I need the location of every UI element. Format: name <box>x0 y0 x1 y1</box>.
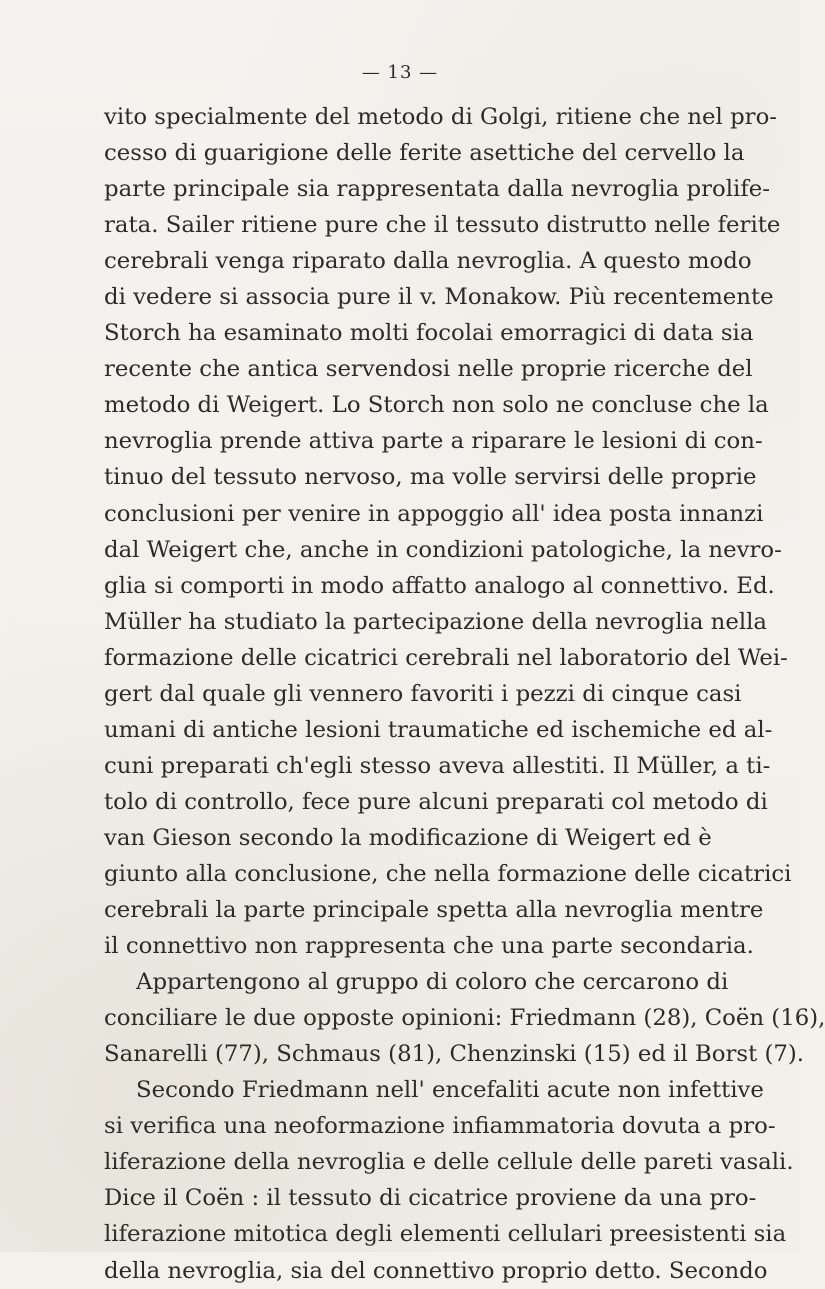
text-line: conclusioni per venire in appoggio all' idea posta innanzi <box>104 500 764 527</box>
text-line: il connettivo non rappresenta che una parte secondaria. <box>104 933 754 960</box>
body-text <box>104 99 825 1289</box>
text-line: Sanarelli (77), Schmaus (81), Chenzinski (15) ed il Borst (7). <box>104 1041 805 1068</box>
text-line: Secondo Friedmann nell' encefaliti acute non infettive <box>136 1077 764 1104</box>
text-line: vito specialmente del metodo di Golgi, ritiene che nel pro- <box>104 104 777 130</box>
text-line: cuni preparati ch'egli stesso aveva allestiti. Il Müller, a ti- <box>104 752 771 779</box>
text-line: Storch ha esaminato molti focolai emorragici di data sia <box>104 320 754 347</box>
text-line: Dice il Coën : il tessuto di cicatrice proviene da una pro- <box>104 1185 757 1212</box>
text-line: rata. Sailer ritiene pure che il tessuto distrutto nelle ferite <box>104 212 781 239</box>
text-line: formazione delle cicatrici cerebrali nel laboratorio del Wei- <box>104 644 788 671</box>
text-line: liferazione della nevroglia e delle cellule delle pareti vasali. <box>104 1149 794 1176</box>
text-line: umani di antiche lesioni traumatiche ed ischemiche ed al- <box>104 716 773 743</box>
text-line: recente che antica servendosi nelle proprie ricerche del <box>104 356 753 383</box>
text-line: van Gieson secondo la modificazione di Weigert ed è <box>104 824 712 851</box>
text-line: dal Weigert che, anche in condizioni patologiche, la nevro- <box>104 536 782 563</box>
text-line: conciliare le due opposte opinioni: Friedmann (28), Coën (16), <box>104 1005 825 1032</box>
text-line: cerebrali la parte principale spetta alla nevroglia mentre <box>104 897 764 924</box>
text-line: liferazione mitotica degli elementi cellulari preesistenti sia <box>104 1221 787 1248</box>
page-number: — 13 — <box>361 62 439 83</box>
text-line: della nevroglia, sia del connettivo proprio detto. Secondo <box>104 1257 768 1284</box>
text-line: si verifica una neoformazione infiammatoria dovuta a pro- <box>104 1113 776 1140</box>
text-line: tolo di controllo, fece pure alcuni preparati col metodo di <box>104 788 768 815</box>
text-line: cerebrali venga riparato dalla nevroglia. A questo modo <box>104 248 752 275</box>
text-line: glia si comporti in modo affatto analogo al connettivo. Ed. <box>104 572 775 599</box>
text-line: giunto alla conclusione, che nella formazione delle cicatrici <box>104 860 792 887</box>
text-line: Müller ha studiato la partecipazione della nevroglia nella <box>104 608 768 635</box>
text-line: parte principale sia rappresentata dalla nevroglia prolife- <box>104 176 770 203</box>
text-line: metodo di Weigert. Lo Storch non solo ne concluse che la <box>104 392 769 419</box>
text-line: nevroglia prende attiva parte a riparare le lesioni di con- <box>104 428 763 455</box>
text-line: di vedere si associa pure il v. Monakow. Più recentemente <box>104 284 774 311</box>
text-line: gert dal quale gli vennero favoriti i pezzi di cinque casi <box>104 680 742 707</box>
text-line: tinuo del tessuto nervoso, ma volle servirsi delle proprie <box>104 464 757 491</box>
text-line: cesso di guarigione delle ferite asettiche del cervello la <box>104 140 745 167</box>
text-line: Appartengono al gruppo di coloro che cercarono di <box>136 969 729 996</box>
